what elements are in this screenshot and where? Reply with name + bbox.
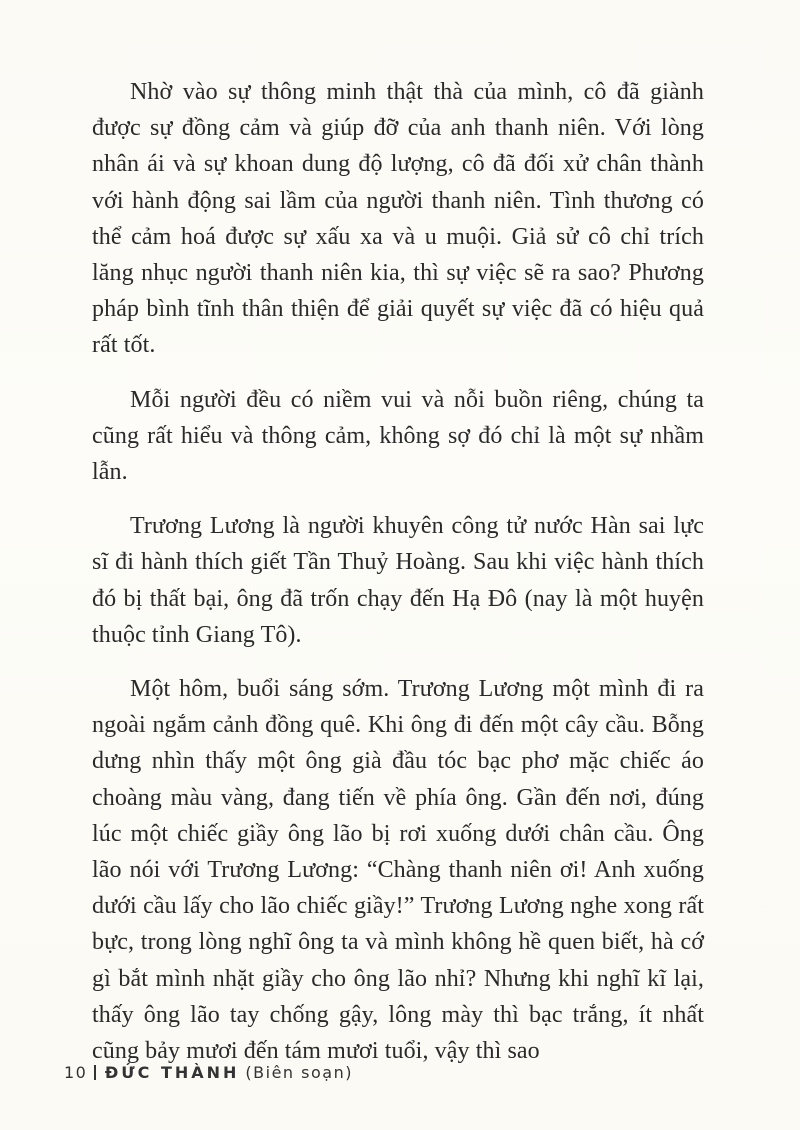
paragraph-4: Một hôm, buổi sáng sớm. Trương Lương một mình đi ra ngoài ngắm cảnh đồng quê. Khi ông đi đến một cây cầu. Bỗng dưng nhìn thấy một ông già đầu tóc bạc phơ mặc chiếc áo choàng màu vàng, đang tiến về phía ông. Gần đến nơi, đúng lúc một chiếc giầy ông lão bị rơi xuống dưới chân cầu. Ông lão nói với Trương Lương: “Chàng thanh niên ơi! Anh xuống dưới cầu lấy cho lão chiếc giầy!” Trương Lương nghe xong rất bực, trong lòng nghĩ ông ta và mình không hề quen biết, hà cớ gì bắt mình nhặt giầy cho ông lão nhỉ? Nhưng khi nghĩ kĩ lại, thấy ông lão tay chống gậy, lông mày thì bạc trắng, ít nhất cũng bảy mươi đến tám mươi tuổi, vậy thì sao bbox=[92, 676, 704, 1065]
paragraph-1: Nhờ vào sự thông minh thật thà của mình, cô đã giành được sự đồng cảm và giúp đỡ của anh thanh niên. Với lòng nhân ái và sự khoan dung độ lượng, cô đã đối xử chân thành với hành động sai lầm của người thanh niên. Tình thương có thể cảm hoá được sự xấu xa và u muội. Giả sử cô chỉ trích lăng nhục người thanh niên kia, thì sự việc sẽ ra sao? Phương pháp bình tĩnh thân thiện để giải quyết sự việc đã có hiệu quả rất tốt. bbox=[92, 79, 704, 359]
footer-divider bbox=[94, 1065, 96, 1080]
footer-author: ĐỨC THÀNH bbox=[104, 1063, 240, 1082]
footer-role: (Biên soạn) bbox=[245, 1063, 353, 1082]
body-text bbox=[92, 74, 704, 1087]
paragraph-3: Trương Lương là người khuyên công tử nước Hàn sai lực sĩ đi hành thích giết Tần Thuỷ Hoàng. Sau khi việc hành thích đó bị thất bại, ông đã trốn chạy đến Hạ Đô (nay là một huyện thuộc tỉnh Giang Tô). bbox=[92, 513, 704, 648]
page-number: 10 bbox=[64, 1063, 88, 1082]
paragraph-2: Mỗi người đều có niềm vui và nỗi buồn riêng, chúng ta cũng rất hiểu và thông cảm, không sợ đó chỉ là một sự nhầm lẫn. bbox=[92, 386, 704, 486]
page-footer bbox=[64, 1063, 353, 1082]
